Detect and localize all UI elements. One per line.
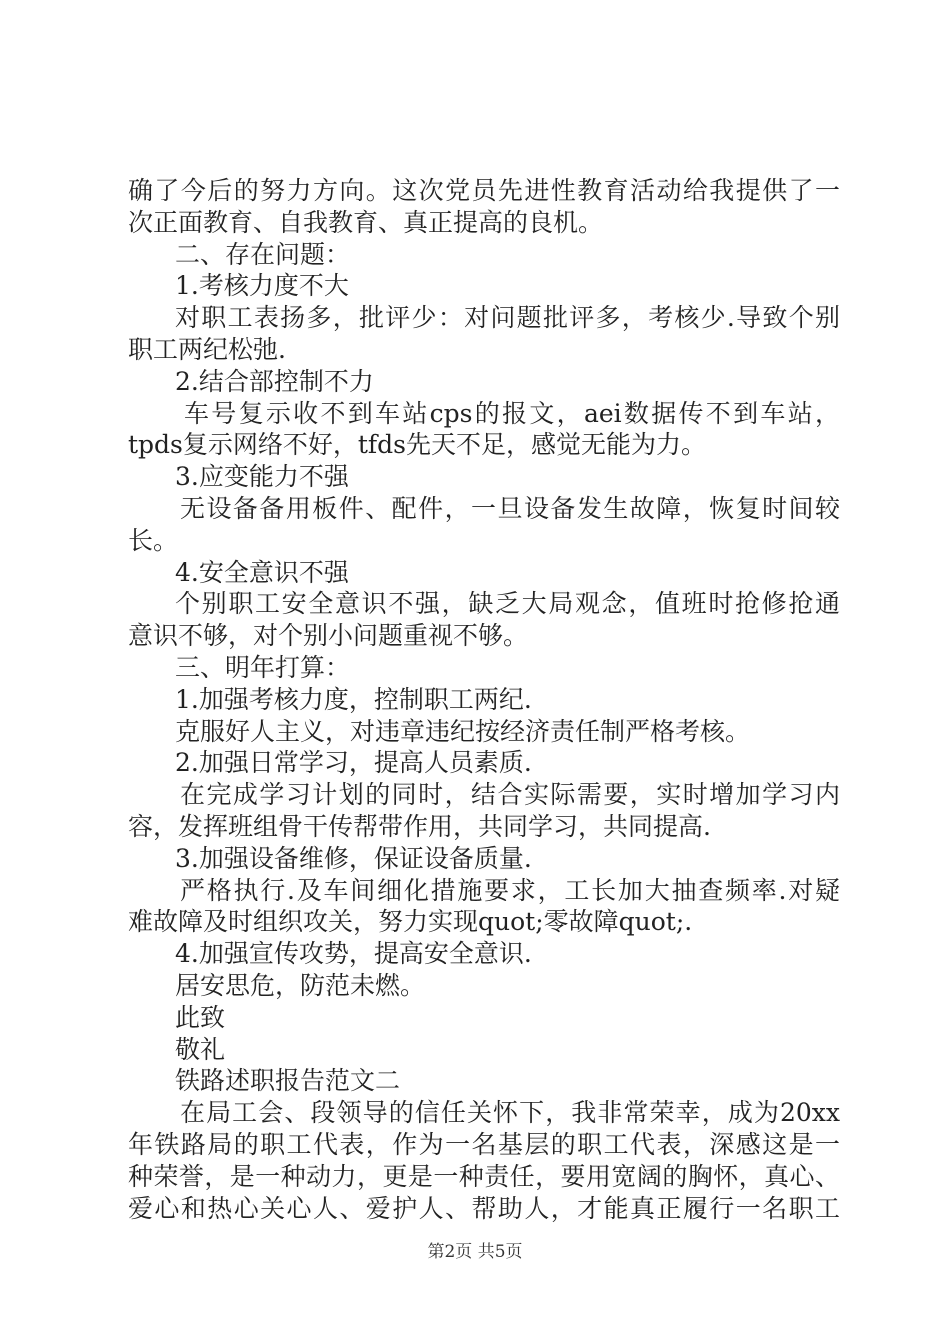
closing-salutation: 此致	[175, 1002, 226, 1032]
subsection-heading: 1.加强考核力度，控制职工两纪.	[175, 684, 532, 714]
text-line: 在局工会、段领导的信任关怀下，我非常荣幸，成为20xx	[180, 1098, 840, 1128]
subsection-heading: 3.应变能力不强	[175, 462, 349, 492]
text-line: 在完成学习计划的同时，结合实际需要，实时增加学习内	[180, 780, 840, 810]
subsection-heading: 2.结合部控制不力	[175, 366, 374, 396]
text-line: 对职工表扬多，批评少：对问题批评多，考核少.导致个别	[175, 303, 840, 333]
text-line: 严格执行.及车间细化措施要求，工长加大抽查频率.对疑	[180, 875, 840, 905]
text-line: 无设备备用板件、配件，一旦设备发生故障，恢复时间较	[180, 493, 840, 523]
text-line: 职工两纪松弛.	[128, 334, 286, 364]
subsection-heading: 4.安全意识不强	[175, 557, 349, 587]
text-line: 次正面教育、自我教育、真正提高的良机。	[128, 207, 604, 237]
text-line: 长。	[128, 525, 179, 555]
text-line: 个别职工安全意识不强，缺乏大局观念，值班时抢修抢通	[175, 589, 840, 619]
closing-regards: 敬礼	[175, 1034, 226, 1064]
text-line: 车号复示收不到车站cps的报文，aei数据传不到车站，	[184, 398, 840, 428]
section-heading: 三、明年打算：	[175, 652, 351, 682]
document-body	[128, 175, 840, 1224]
text-line: 容，发挥班组骨干传帮带作用，共同学习，共同提高.	[128, 811, 711, 841]
subsection-heading: 3.加强设备维修，保证设备质量.	[175, 843, 532, 873]
subsection-heading: 4.加强宣传攻势，提高安全意识.	[175, 939, 532, 969]
text-line: 居安思危，防范未燃。	[175, 970, 426, 1000]
text-line: 年铁路局的职工代表，作为一名基层的职工代表，深感这是一	[128, 1129, 840, 1159]
text-line: 意识不够，对个别小问题重视不够。	[128, 621, 529, 651]
page-number-footer: 第2页 共5页	[427, 1242, 523, 1262]
section-heading: 二、存在问题：	[175, 239, 351, 269]
text-line: 爱心和热心关心人、爱护人、帮助人，才能真正履行一名职工	[128, 1193, 840, 1223]
section-title: 铁路述职报告范文二	[175, 1066, 401, 1096]
text-line: 确了今后的努力方向。这次党员先进性教育活动给我提供了一	[128, 176, 840, 205]
subsection-heading: 2.加强日常学习，提高人员素质.	[175, 748, 532, 778]
text-line: tpds复示网络不好，tfds先天不足，感觉无能为力。	[128, 430, 707, 460]
text-line: 种荣誉，是一种动力，更是一种责任，要用宽阔的胸怀，真心、	[128, 1161, 840, 1191]
text-line: 难故障及时组织攻关，努力实现quot;零故障quot;.	[128, 907, 693, 937]
subsection-heading: 1.考核力度不大	[175, 271, 349, 301]
text-line: 克服好人主义，对违章违纪按经济责任制严格考核。	[175, 716, 751, 746]
